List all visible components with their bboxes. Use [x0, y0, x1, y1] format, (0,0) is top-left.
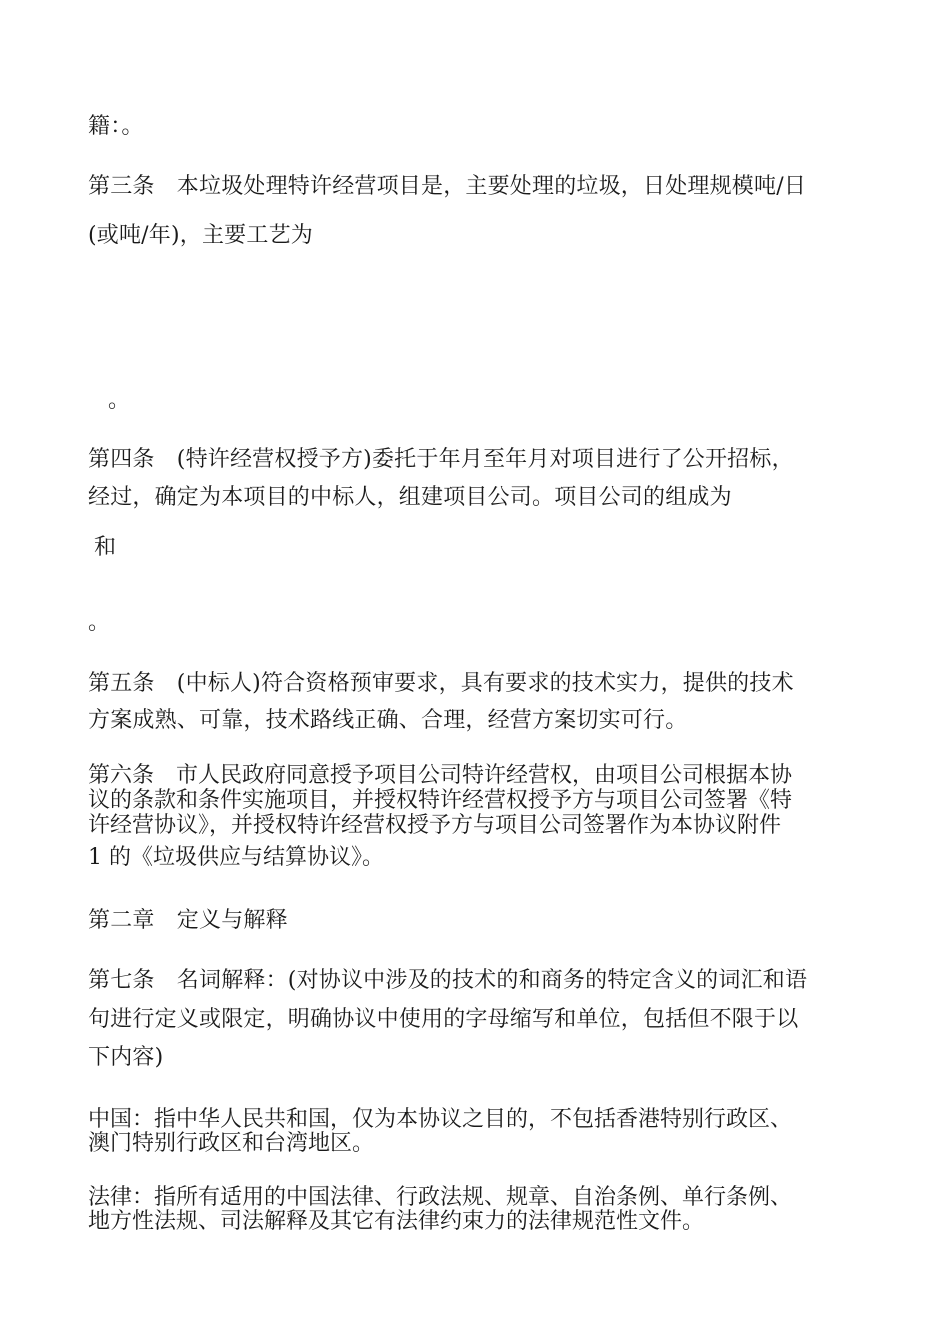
- article-6-line-3: 许经营协议》，并授权特许经营权授予方与项目公司签署作为本协议附件: [88, 813, 782, 838]
- definition-law-line-1: 法律：指所有适用的中国法律、行政法规、规章、自治条例、单行条例、: [88, 1185, 793, 1210]
- article-4-line-1: 第四条 (特许经营权授予方)委托于年月至年月对项目进行了公开招标，: [88, 447, 794, 472]
- article-6-line-1: 第六条 市人民政府同意授予项目公司特许经营权，由项目公司根据本协: [88, 763, 793, 788]
- article-5-line-1: 第五条 (中标人)符合资格预审要求，具有要求的技术实力，提供的技术: [88, 671, 794, 696]
- article-4-line-2: 经过，确定为本项目的中标人，组建项目公司。项目公司的组成为: [88, 485, 732, 510]
- article-7-line-2: 句进行定义或限定，明确协议中使用的字母缩写和单位，包括但不限于以: [88, 1007, 799, 1032]
- article-7-line-1: 第七条 名词解释：(对协议中涉及的技术的和商务的特定含义的词汇和语: [88, 968, 808, 993]
- article-6-line-2: 议的条款和条件实施项目，并授权特许经营权授予方与项目公司签署《特: [88, 788, 793, 813]
- article-7-line-3: 下内容): [88, 1045, 164, 1070]
- article-4-end-mark: 。: [88, 610, 111, 635]
- article-5-line-2: 方案成熟、可靠，技术路线正确、合理，经营方案切实可行。: [88, 708, 688, 733]
- text-line-nationality: 籍：。: [88, 114, 144, 139]
- definition-china-line-2: 澳门特别行政区和台湾地区。: [88, 1131, 375, 1156]
- article-6-line-4: 1 的《垃圾供应与结算协议》。: [88, 845, 384, 870]
- definition-china-line-1: 中国：指中华人民共和国，仅为本协议之目的，不包括香港特别行政区、: [88, 1107, 793, 1132]
- article-4-line-3: 和: [94, 535, 117, 560]
- article-3-line-2: (或吨/年)，主要工艺为: [88, 223, 313, 248]
- definition-law-line-2: 地方性法规、司法解释及其它有法律约束力的法律规范性文件。: [88, 1209, 705, 1234]
- chapter-2-heading: 第二章 定义与解释: [88, 908, 288, 933]
- article-3-end-mark: 。: [108, 388, 131, 413]
- article-3-line-1: 第三条 本垃圾处理特许经营项目是，主要处理的垃圾，日处理规模吨/日: [88, 174, 807, 199]
